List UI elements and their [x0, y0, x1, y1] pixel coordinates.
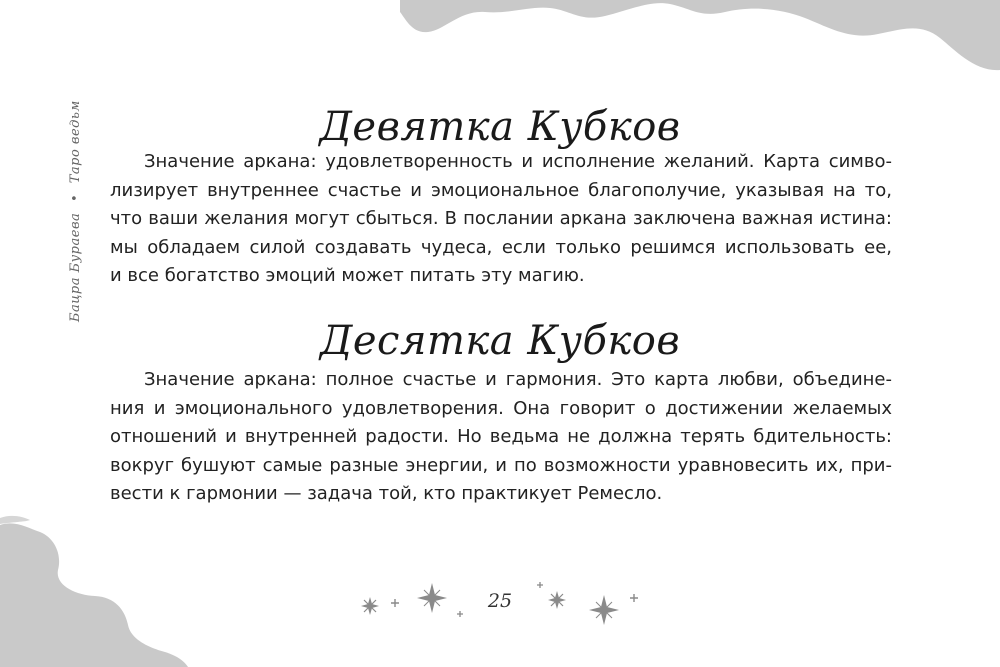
paragraph-line: отношений и внутренней радости. Но ведьма не должна терять бдительность:: [110, 426, 892, 448]
section-title: Девятка Кубков: [319, 104, 681, 150]
plus-star-icon: [391, 599, 399, 607]
sparkle-star-icon: [589, 595, 619, 625]
section-paragraph: [110, 366, 892, 509]
paragraph-line: вокруг бушуют самые разные энергии, и по возможности уравновесить их, при-: [110, 454, 892, 476]
paragraph-line: и все богатство эмоций может питать эту магию.: [110, 265, 585, 287]
top-right-cloud-shape: [400, 0, 1000, 80]
page-footer: [0, 570, 1000, 630]
plus-star-icon: [537, 582, 543, 588]
paragraph-line: Значение аркана: полное счастье и гармония. Это карта любви, объедине-: [144, 369, 892, 390]
sparkle-star-icon: [361, 597, 379, 615]
plus-star-icon: [630, 594, 638, 602]
running-head-separator: •: [68, 193, 83, 202]
paragraph-line: ния и эмоционального удовлетворения. Она говорит о достижении желаемых: [110, 397, 892, 419]
running-head-author: Бацра Бураева: [68, 212, 83, 322]
page-number: 25: [487, 590, 513, 612]
paragraph-line: мы обладаем силой создавать чудеса, если только решимся использовать ее,: [110, 236, 892, 258]
plus-star-icon: [457, 611, 463, 617]
paragraph-line: что ваши желания могут сбыться. В послании аркана заключена важная истина:: [110, 208, 892, 230]
paragraph-line: вести к гармонии — задача той, кто практикует Ремесло.: [110, 483, 663, 505]
paragraph-line: Значение аркана: удовлетворенность и исполнение желаний. Карта симво-: [144, 151, 892, 172]
running-head-book: Таро ведьм: [68, 100, 83, 184]
section-title: Десятка Кубков: [319, 318, 681, 364]
paragraph-line: лизирует внутреннее счастье и эмоциональное благополучие, указывая на то,: [110, 179, 892, 201]
sparkle-star-icon: [548, 591, 566, 609]
sparkle-star-icon: [417, 583, 447, 613]
section-paragraph: [110, 148, 892, 291]
